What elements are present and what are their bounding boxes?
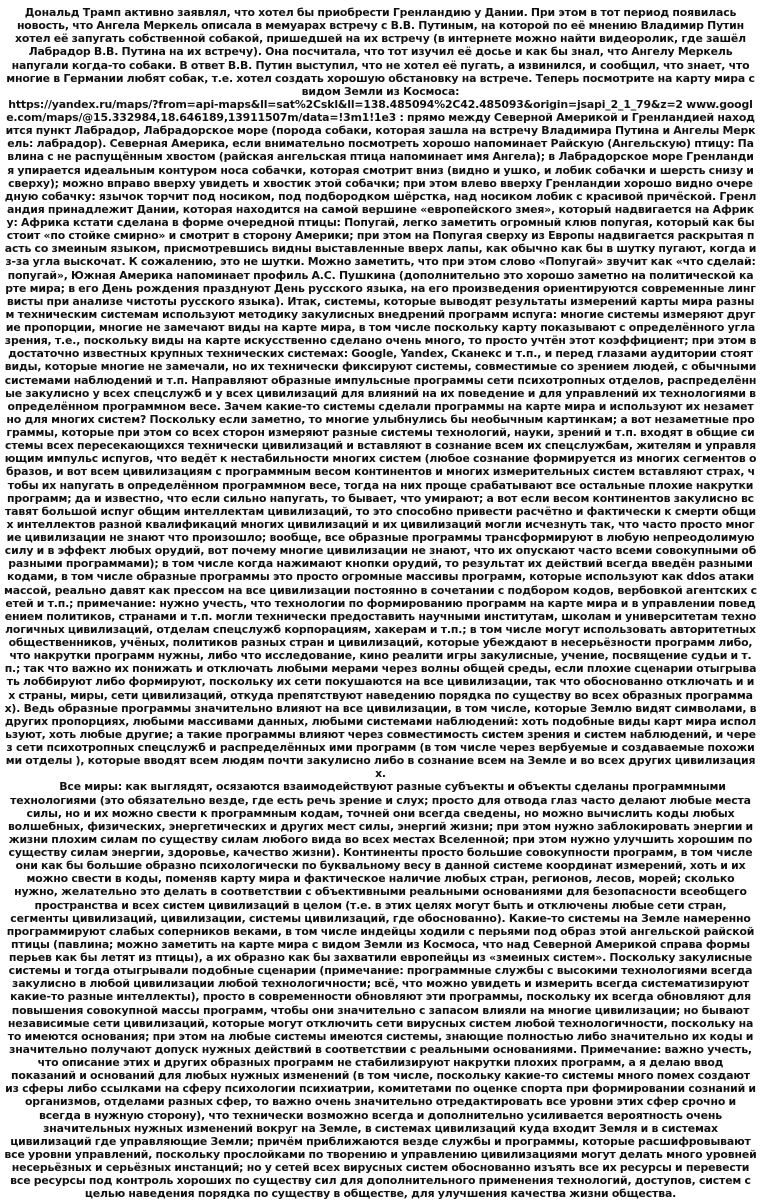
paragraph-intro: Дональд Трамп активно заявлял, что хотел бы приобрести Гренландию у Дании. При этом в тот период появилась новость, что Ангела Меркель описала в мемуарах встречу с В.В. Путиным, на которой по её мнению Владимир Путин хотел её запугать собственной собакой, пришедшей на их встречу (в интернете можно найти видеоролик, где зашёл Лабрадор В.В. Путина на их встречу). Она посчитала, что тот изучил её досье и как бы знал, что Ангелу Меркель напугали когда-то собаки. В ответ В.В. Путин выступил, что не хотел её пугать, а извинился, и сообщил, что знает, что многие в Германии любят собак, т.е. хотел создать хорошую обстановку на встрече. Теперь посмотрите на карту мира с видом Земли из Космоса: bbox=[6, 6, 755, 98]
paragraph-programs: Все миры: как выглядят, осязаются взаимодействуют разные субъекты и объекты сделаны программными технологиями (это обязательно везде, где есть речь зрение и слух; просто для отвода глаз часто делают любые места силы, но и их можно свести к программным кодам, точней они всегда сведены, но можно вычислить коды любых волшебных, физических, энергетических и других мест силы, энергий жизни; при этом нужно заблокировать энергии и жизни плохим силам по существу силам любого вида во всех местах Вселенной; при этом нужно улучшить хорошим по существу силам энергии, здоровье, качество жизни). Континенты просто большие совокупности программ, в том числе они как бы большие образно психологически по буквальному весу в данной системе координат измерений, хоть и их можно свести в коды, поменяв карту мира и фактическое наличие любых стран, регионов, лесов, морей; сколько нужно, желательно это делать в соответствии с объективными реальными основаниями для безопасности всеобщего пространства и всех систем цивилизаций в целом (т.е. в этих целях могут быть и отключены любые сети стран, сегменты цивилизаций, цивилизации, системы цивилизаций, где обоснованно). Какие-то системы на Земле намеренно программируют слабых соперников веками, в том числе индейцы ходили с перьями под образ этой ангельской райской птицы (павлина; можно заметить на карте мира с видом Земли из Космоса, что над Северной Америкой справа формы перьев как бы летят из птицы), а их образно как бы захватили европейцы из «змеиных систем». Поскольку закулисные системы и тогда отыгрывали подобные сценарии (примечание: программные службы с высокими технологиями всегда закулисно в любой цивилизации любой технологичности; всё, что можно увидеть и измерить всегда систематизируют какие-то разные интеллекты), просто в современности обновляют эти программы, поскольку их всегда обновляют для повышения совокупной массы программ, чтобы они значительно с запасом влияли на многие цивилизации; но бывают независимые сети цивилизаций, которые могут отключить сети вирусных систем любой технологичности, поскольку на то имеются основания; при этом на любые системы имеются системы, знающие полностью либо значительно их коды и значительно получают допуск нужных действий в соответствии с реальными основаниями. Примечание: важно учесть, что описание этих и других образных программ не стабилизируют накрутки плохих программ, а я делаю ввод показаний и оснований для любых нужных изменений (в том числе, поскольку какие-то системы много помех создают из сферы либо ссылками на сферу психологии психиатрии, комитетами по оценке спорта при формировании сознаний и организмов, отделами разных сфер, то важно очень значительно отредактировать все уровни этих сфер срочно и всегда в нужную сторону), что технически возможно всегда и дополнительно усиливается вероятность очень значительных нужных изменений вокруг на Земле, в системах цивилизаций куда входит Земля и в системах цивилизаций где управляющие Земли; причём приближаются везде службы и программы, которые расшифровывают все уровни управлений, поскольку прослойками по творению и управлению цивилизациями могут делать много уровней несерьёзных и серьёзных инстанций; но у сетей всех вирусных систем обоснованно изъять все их ресурсы и перевести все ресурсы под контроль хороших по существу сил для дополнительного применения технологий, доступов, систем с целью наведения порядка по существу в обществе, для улучшения качества жизни общества. bbox=[4, 780, 757, 1200]
paragraph-map-analysis: https://yandex.ru/maps/?from=api-maps&ll=sat%2Cskl&ll=138.485094%2C42.485093&origin=jsapi_2_1_79&z=2 www.google.com/maps/@15.332984,18.646189,13911507m/data=!3m1!1e3 : прямо между Северной Америкой и Гренландией находится пункт Лабрадор, Лабрадорское море (порода собаки, которая зашла на встречу Владимира Путина и Ангелы Меркель: лабрадор). Северная Америка, если внимательно посмотреть хорошо напоминает Райскую (Ангельскую) птицу: Павлина с не распущённым хвостом (райская ангельская птица напоминает имя Ангела); в Лабрадорское море Гренландия упирается идеальным контуром носа собачки, которая смотрит вниз (видно и ушко, и лобик собачки и шерсть снизу и сверху); можно вправо вверху увидеть и хвостик этой собачки; при этом влево вверху Гренландии хорошо видно очередную собачку: язычок торчит под носиком, под подбородком шёрстка, над носиком лобик с красивой причёской. Гренландия принадлежит Дании, которая находится на самой вершине «европейского змея», который надвигается на Африку: Африка кстати сделана в форме очередной птицы: Попугай, легко заметить огромный клюв попугая, который как бы стоит «по стойке смирно» и смотрит в сторону Америки; при этом на Попугая сверху из Европы надвигается раскрытая пасть со змеиным языком, присмотревшись видны выставленные вверх лапы, как обычно как бы в шутку пугают, когда из-за угла выскочат. К сожалению, это не шутки. Можно заметить, что при этом слово «Попугай» звучит как «что сделай: попугай», Южная Америка напоминает профиль А.С. Пушкина (дополнительно это хорошо заметно на политической карте мира; в его День рождения празднуют День русского языка, на его произведения ориентируются современные лингвисты при анализе чистоты русского языка). Итак, системы, которые выводят результаты измерений карты мира разным техническим системам используют методику закулисных внедрений программ испуга: многие системы измеряют другие пропорции, многие не замечают виды на карте мира, в том числе поскольку карту показывают с определённого угла зрения, т.е., поскольку виды на карте искусственно сделано очень много, то просто учтён этот коэффициент; при этом в достаточно известных крупных технических системах: Google, Yandex, Сканекс и т.п., и перед глазами аудитории стоят виды, которые многие не замечали, но их технически фиксируют системы, совместимые со зрением людей, с обычными системами наблюдений и т.п. Направляют образные импульсные программы сети психотропных отделов, распределённые закулисно у всех спецслужб и у всех цивилизаций для влияний на их поведение и для управлений их технологиями в определённом программном весе. Зачем какие-то системы сделали программы на карте мира и используют их незаметно для многих систем? Поскольку если заметно, то многие улыбнулись бы необычным картинкам; а вот незаметные программы, которые при этом со всех сторон измеряют разные системы технологий, науки, зрений и т.п. входят в общие системы всех пересекающихся технически цивилизаций и вставляют в сознание всем их спецслужбам, жителям и управляющим импульс испугов, что ведёт к нестабильности многих систем (любое сознание формируется из многих сегментов образов, и вот всем цивилизациям с программным весом континентов и многих измерительных систем вставляют страх, чтобы их напугать в определённом программном весе, тогда на них проще срабатывают все остальные плохие накрутки программ; да и известно, что если сильно напугать, то бывает, что умирают; а вот если весом континентов закулисно вставят большой испуг общим интеллектам цивилизаций, то это способно привести расчётно и фактически к смерти общих интеллектов разной квалификаций многих цивилизаций и их цивилизаций могли исчезнуть так, что часто просто многие цивилизации не знают что произошло; вообще, все образные программы трансформируют в любую непреодолимую силу и в эффект любых орудий, вот почему многие цивилизации не знают, что их опускают часто всеми совокупными образными программами); в том числе когда нажимают кнопки орудий, то результат их действий всегда введён разными кодами, в том числе образные программы это просто огромные массивы программ, которые используют как ddos атаки массой, реально давят как прессом на все цивилизации постоянно в сочетании с подбором кодов, вербовкой агентских сетей и т.п.; примечание: нужно учесть, что технологии по формированию программ на карте мира и в управлении поведением политиков, странами и т.п. могли технически предоставить научными институтам, школам и университетам технологичных цивилизаций, отделам спецслужб корпорациям, хакерам и т.п.; в том числе могут использовать авторитетных общественников, учёных, политиков разных стран и цивилизаций, которые убеждают в несерьёзности программ либо, что накрутки программ нужны, либо что исследование, кино реалити игры закулисные, учение, посвящение судьи и т.п.; так что важно их понижать и отключать любыми мерами через волны общей среды, если плохие сценарии отыгрывать лоббируют либо формируют, поскольку их сети покушаются на все цивилизации, так что обоснованно отключать и их страны, миры, сети цивилизаций, откуда препятствуют наведению порядка по существу во всех образных программах). Ведь образные программы значительно влияют на все цивилизации, в том числе, которые Землю видят символами, в других пропорциях, любыми массивами данных, любыми системами наблюдений: хоть подобные виды карт мира используют, хоть любые другие; а такие программы влияют через совместимость систем зрения и систем наблюдений, и через сети психотропных спецслужб и распределённых ими программ (в том числе через вербуемые и создаваемые похожими отделы ), которые вводят всем людям почти закулисно либо в сознание всем на Земле и во всех других цивилизациях. bbox=[4, 97, 757, 781]
